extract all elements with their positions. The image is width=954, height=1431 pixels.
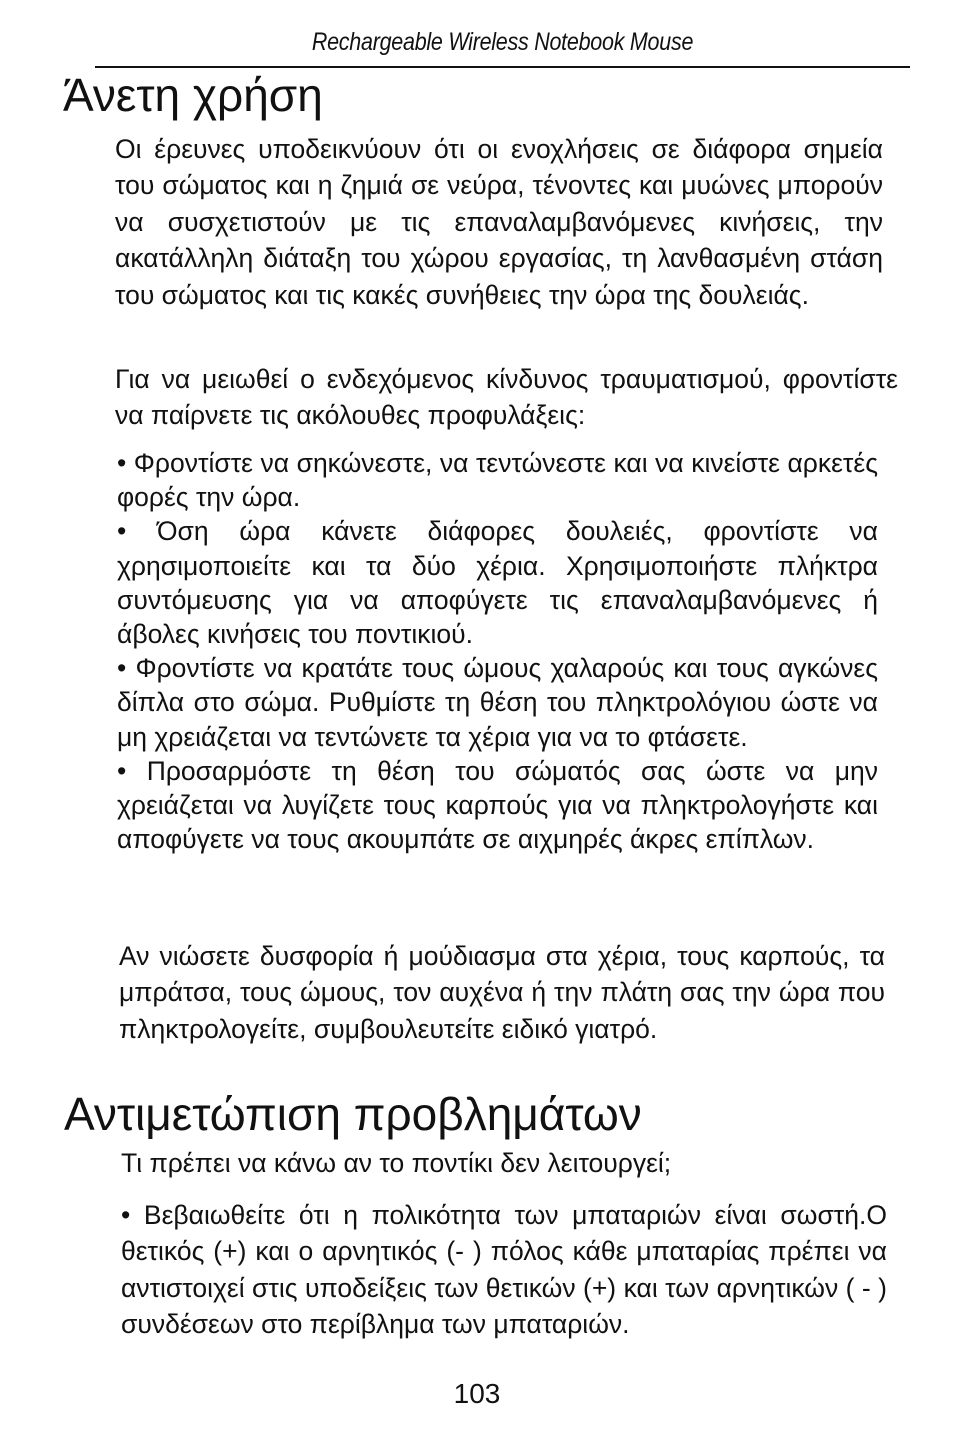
list-item: • Φροντίστε να κρατάτε τους ώμους χαλαρούς και τους αγκώνες δίπλα στο σώμα. Ρυθμίστε τη θέση του πληκτρολόγιου ώστε να μη χρειάζεται να τεντώνετε τα χέρια για να το φτάσετε. bbox=[117, 653, 878, 752]
list-item: • Όση ώρα κάνετε διάφορες δουλειές, φροντίστε να χρησιμοποιείτε και τα δύο χέρια. Χρησιμοποιήστε πλήκτρα συντόμευσης για να αποφύγετε τις επαναλαμβανόμενες ή άβολες κινήσεις του ποντικιού. bbox=[117, 516, 878, 650]
troubleshooting-question: Τι πρέπει να κάνω αν το ποντίκι δεν λειτουργεί; bbox=[121, 1148, 672, 1178]
section-title-comfort: Άνετη χρήση bbox=[63, 69, 323, 121]
page-number: 103 bbox=[453, 1378, 501, 1409]
troubleshooting-bullet: • Βεβαιωθείτε ότι η πολικότητα των μπαταριών είναι σωστή.Ο θετικός (+) και ο αρνητικός (- ) πόλος κάθε μπαταρίας πρέπει να αντιστοιχεί στις υποδείξεις των θετικών (+) και των αρνητικών ( - ) συνδέσεων στο περίβλημα των μπαταριών. bbox=[121, 1200, 887, 1340]
section-title-troubleshooting: Αντιμετώπιση προβλημάτων bbox=[64, 1088, 642, 1140]
comfort-paragraph-2: Για να μειωθεί ο ενδεχόμενος κίνδυνος τραυματισμού, φροντίστε να παίρνετε τις ακόλουθες προφυλάξεις: bbox=[115, 364, 898, 431]
list-item: • Φροντίστε να σηκώνεστε, να τεντώνεστε και να κινείστε αρκετές φορές την ώρα. bbox=[117, 448, 878, 513]
running-header: Rechargeable Wireless Notebook Mouse bbox=[311, 28, 694, 56]
precautions-list bbox=[117, 446, 878, 856]
comfort-paragraph-3: Αν νιώσετε δυσφορία ή μούδιασμα στα χέρια, τους καρπούς, τα μπράτσα, τους ώμους, τον αυχένα ή την πλάτη σας την ώρα που πληκτρολογείτε, συμβουλευτείτε ειδικό γιατρό. bbox=[119, 941, 885, 1044]
list-item: • Προσαρμόστε τη θέση του σώματός σας ώστε να μην χρειάζεται να λυγίζετε τους καρπούς για να πληκτρολογήστε και αποφύγετε να τους ακουμπάτε σε αιχμηρές άκρες επίπλων. bbox=[117, 755, 878, 855]
comfort-paragraph-1: Οι έρευνες υποδεικνύουν ότι οι ενοχλήσεις σε διάφορα σημεία του σώματος και η ζημιά σε νεύρα, τένοντες και μυώνες μπορούν να συσχετιστούν με τις επαναλαμβανόμενες κινήσεις, την ακατάλληλη διάταξη του χώρου εργασίας, τη λανθασμένη στάση του σώματος και τις κακές συνήθειες την ώρα της δουλειάς. bbox=[115, 134, 883, 310]
